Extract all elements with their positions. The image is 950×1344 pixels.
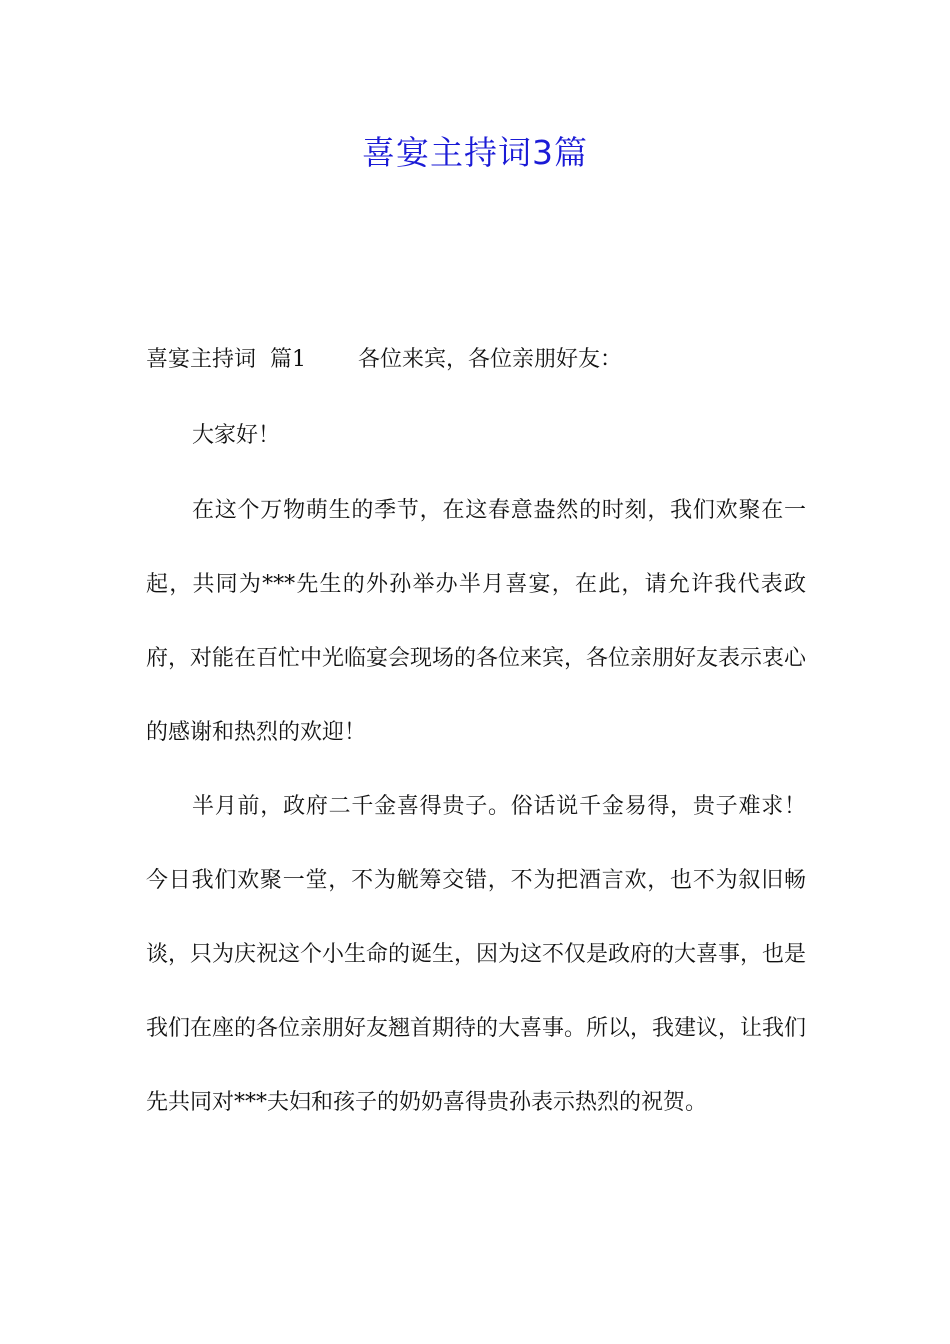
document-body (146, 340, 806, 1140)
greeting-line: 各位来宾，各位亲朋好友： (357, 347, 622, 372)
paragraph-greeting: 大家好！ (192, 423, 281, 448)
section-heading: 喜宴主持词 篇1 (146, 347, 306, 372)
paragraph-welcome: 在这个万物萌生的季节，在这春意盎然的时刻，我们欢聚在一起，共同为***先生的外孙举办半月喜宴，在此，请允许我代表政府，对能在百忙中光临宴会现场的各位来宾，各位亲朋好友表示衷心的感谢和热烈的欢迎！ (146, 498, 807, 745)
paragraph-celebration: 半月前，政府二千金喜得贵子。俗话说千金易得，贵子难求！今日我们欢聚一堂，不为觥筹交错，不为把酒言欢，也不为叙旧畅谈，只为庆祝这个小生命的诞生，因为这不仅是政府的大喜事，也是我们在座的各位亲朋好友翘首期待的大喜事。所以，我建议，让我们先共同对***夫妇和孩子的奶奶喜得贵孙表示热烈的祝贺。 (146, 794, 807, 1115)
first-line (146, 340, 806, 380)
document-title: 喜宴主持词3篇 (362, 133, 588, 172)
